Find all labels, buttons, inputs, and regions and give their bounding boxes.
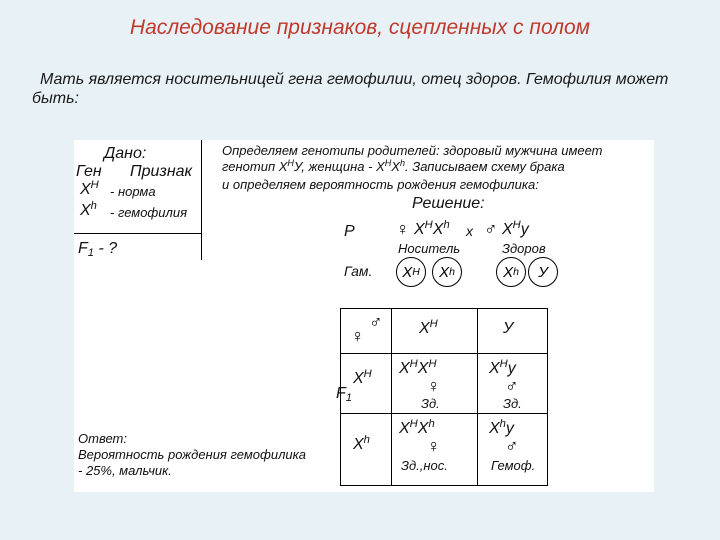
given-col-gene: Ген <box>76 163 102 180</box>
father-note: Здоров <box>502 241 546 256</box>
solution-panel <box>74 140 654 492</box>
explanation-line-3: и определяем вероятность рождения гемофилика: <box>222 177 539 192</box>
page-title: Наследование признаков, сцепленных с полом <box>129 16 591 39</box>
given-heading: Дано: <box>104 145 147 162</box>
solution-heading: Решение: <box>412 195 485 212</box>
given-trait-normal: - норма <box>110 184 156 199</box>
answer-line-2: Вероятность рождения гемофилика <box>78 447 306 462</box>
offspring-note: Зд.,нос. <box>401 458 448 473</box>
given-divider <box>74 233 201 234</box>
grid-line <box>477 309 478 485</box>
answer-line-3: - 25%, мальчик. <box>78 463 172 478</box>
female-symbol-icon: ♀ <box>427 376 441 396</box>
female-symbol-icon: ♀ <box>396 219 410 239</box>
gametes-label: Гам. <box>344 263 373 279</box>
gamete-circle: X h <box>496 257 526 287</box>
offspring-note: Зд. <box>503 396 522 411</box>
given-f1-question: $F_1$ - ? <box>78 240 118 259</box>
female-symbol-icon: ♀ <box>351 326 365 346</box>
grid-line <box>341 413 547 414</box>
problem-statement: Мать является носительницей гена гемофилии, отец здоров. Гемофилия может быть: <box>32 71 669 107</box>
gamete-circle: У <box>528 257 558 287</box>
punnett-f1-label: $F_1$ <box>336 385 353 404</box>
male-symbol-icon: ♂ <box>505 436 519 456</box>
parents-label: Р <box>344 223 355 240</box>
row-header: $X^h$ <box>353 433 370 453</box>
offspring-genotype: $X^HX^h$ <box>399 417 435 437</box>
gamete-circle: X H <box>396 257 426 287</box>
given-vertical-divider <box>201 140 202 260</box>
male-symbol-icon: ♂ <box>369 312 383 332</box>
grid-line <box>341 353 547 354</box>
given-allele-dominant: $X^H$ <box>80 178 99 198</box>
grid-line <box>391 309 392 485</box>
given-col-trait: Признак <box>130 163 193 180</box>
explanation-line-1: Определяем генотипы родителей: здоровый мужчина имеет <box>222 143 603 158</box>
gamete-circle: X h <box>432 257 462 287</box>
offspring-genotype: $X^hу$ <box>489 417 514 437</box>
row-header: $X^H$ <box>353 367 372 387</box>
offspring-genotype: $X^HX^H$ <box>399 357 437 377</box>
punnett-square <box>340 308 548 486</box>
given-allele-recessive: $X^h$ <box>80 199 97 219</box>
cross-symbol: x <box>466 223 473 239</box>
mother-note: Носитель <box>398 241 461 256</box>
col-header: У <box>503 320 514 337</box>
mother-genotype: $X^HX^h$ <box>414 218 450 238</box>
offspring-note: Зд. <box>421 396 440 411</box>
offspring-note: Гемоф. <box>491 458 536 473</box>
col-header: $X^H$ <box>419 317 438 337</box>
male-symbol-icon: ♂ <box>505 376 519 396</box>
explanation-line-2: генотип $X^HУ$, женщина - $X^HX^h$. Записываем схему брака <box>222 158 565 174</box>
offspring-genotype: $X^Hу$ <box>489 357 516 377</box>
female-symbol-icon: ♀ <box>427 436 441 456</box>
father-genotype: $X^Hу$ <box>502 218 529 238</box>
given-trait-hemophilia: - гемофилия <box>110 205 188 220</box>
answer-heading: Ответ: <box>78 431 127 446</box>
male-symbol-icon: ♂ <box>484 219 498 239</box>
